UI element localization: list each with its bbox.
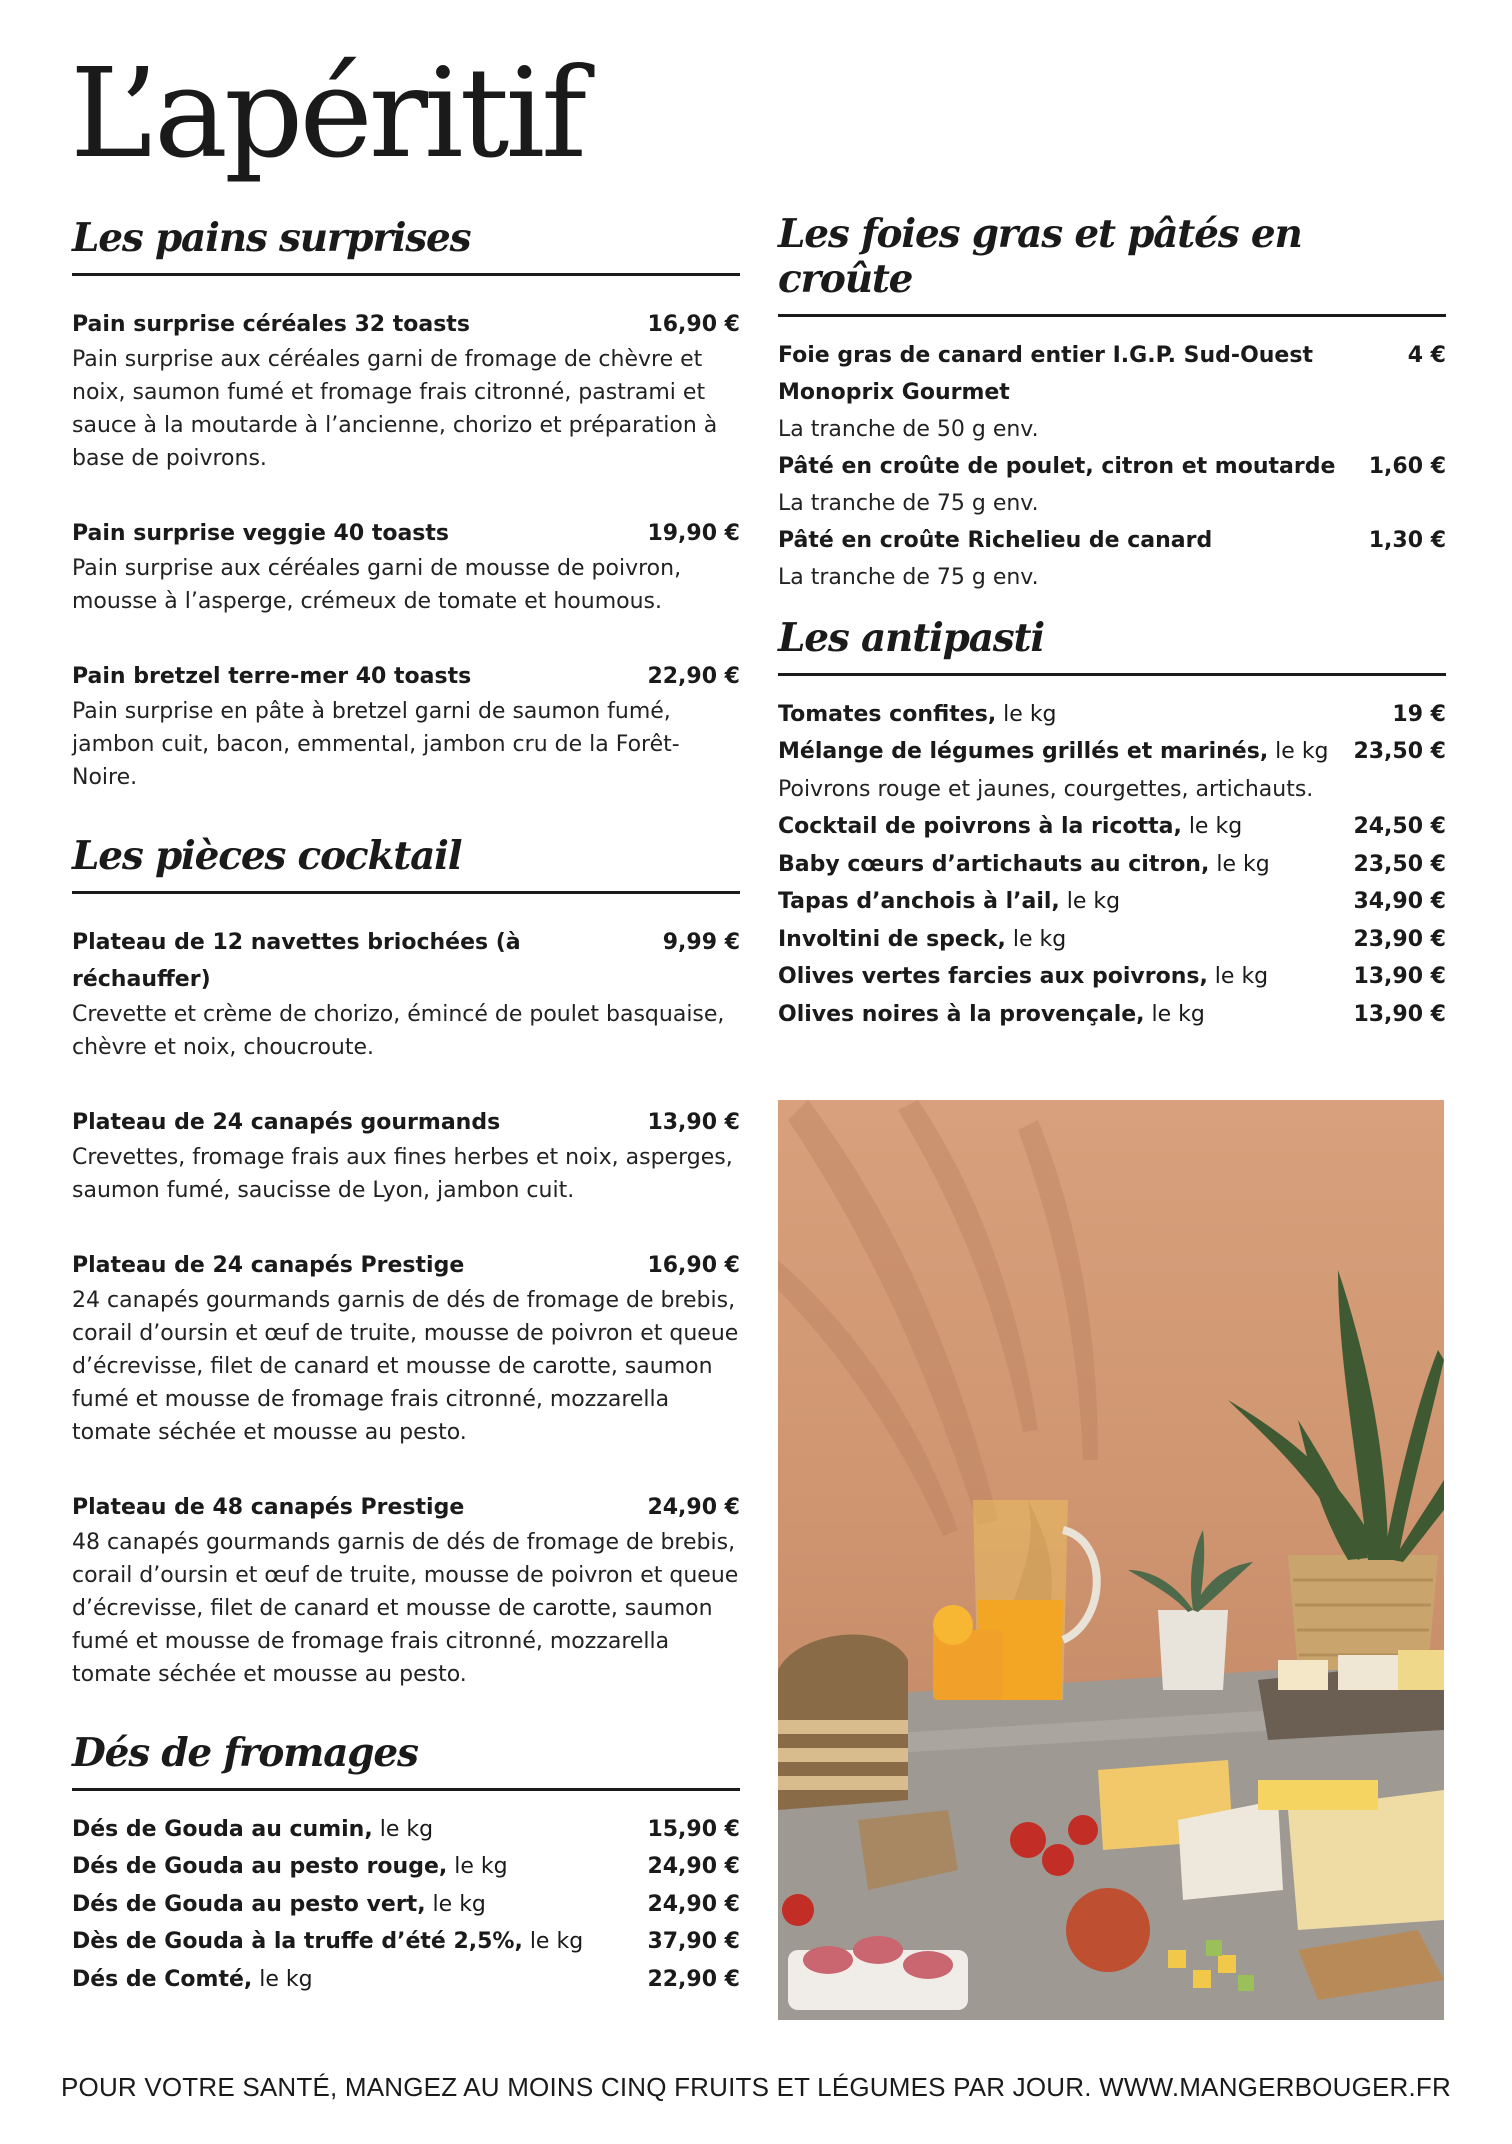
item-name: Tomates confites,	[778, 701, 997, 727]
menu-item	[778, 921, 1446, 959]
item-price: 34,90 €	[1353, 889, 1446, 915]
menu-item	[778, 337, 1446, 448]
item-price: 4 €	[1407, 342, 1446, 368]
item-description: 48 canapés gourmands garnis de dés de fromage de brebis, corail d’oursin et œuf de truite, mousse de poivron et queue d’écrevisse, filet de canard et mousse de carotte, saumon fumé et mousse de fromage frais citronné, mozzarella tomate séchée et mousse au pesto.	[72, 1529, 739, 1687]
item-price: 23,50 €	[1353, 851, 1446, 877]
item-description: La tranche de 50 g env.	[778, 416, 1039, 442]
item-price: 23,90 €	[1353, 926, 1446, 952]
item-unit: le kg	[1209, 851, 1270, 877]
item-price: 13,90 €	[1353, 964, 1446, 990]
item-unit: le kg	[1059, 889, 1121, 915]
item-price: 16,90 €	[647, 1252, 740, 1278]
menu-item	[72, 1961, 740, 1999]
item-price: 13,90 €	[647, 1109, 740, 1135]
menu-item	[778, 883, 1446, 921]
page-title: L’apéritif	[70, 42, 584, 186]
item-name: Dés de Gouda au cumin,	[72, 1816, 373, 1842]
item-price: 23,50 €	[1353, 739, 1446, 765]
item-price: 24,50 €	[1353, 814, 1446, 840]
item-description: Pain surprise aux céréales garni de mousse de poivron, mousse à l’asperge, crémeux de tomate et houmous.	[72, 555, 682, 614]
item-unit: le kg	[996, 701, 1057, 727]
item-name: Plateau de 24 canapés gourmands	[72, 1109, 501, 1135]
fromages-list	[72, 1811, 740, 1999]
item-name: Tapas d’anchois à l’ail,	[778, 889, 1060, 915]
item-price: 9,99 €	[662, 929, 740, 955]
menu-item	[72, 1886, 740, 1924]
menu-item	[72, 1811, 740, 1849]
pains-list	[72, 306, 740, 794]
item-unit: le kg	[425, 1891, 486, 1917]
menu-item	[778, 846, 1446, 884]
item-description: 24 canapés gourmands garnis de dés de fromage de brebis, corail d’oursin et œuf de truite, mousse de poivron et queue d’écrevisse, filet de canard et mousse de carotte, saumon fumé et mousse de fromage frais citronné, mozzarella tomate séchée et mousse au pesto.	[72, 1287, 739, 1445]
left-column	[72, 216, 740, 1998]
item-description: Pain surprise en pâte à bretzel garni de saumon fumé, jambon cuit, bacon, emmental, jambon cru de la Forêt-Noire.	[72, 698, 680, 790]
item-price: 19,90 €	[647, 520, 740, 546]
item-name: Plateau de 12 navettes briochées (à réchauffer)	[72, 929, 521, 992]
item-price: 24,90 €	[647, 1854, 740, 1880]
item-unit: le kg	[252, 1966, 313, 1992]
item-name: Mélange de légumes grillés et marinés,	[778, 739, 1269, 765]
item-price: 1,60 €	[1368, 453, 1446, 479]
menu-item	[72, 515, 740, 618]
item-description: La tranche de 75 g env.	[778, 564, 1039, 590]
item-unit: le kg	[1181, 814, 1243, 840]
aperitif-photo	[778, 1100, 1444, 2020]
item-name: Olives vertes farcies aux poivrons,	[778, 964, 1208, 990]
item-name: Foie gras de canard entier I.G.P. Sud-Ouest Monoprix Gourmet	[778, 342, 1313, 405]
item-name: Pain surprise céréales 32 toasts	[72, 311, 470, 337]
menu-item	[778, 996, 1446, 1034]
menu-item	[778, 448, 1446, 522]
leaf-shadow	[778, 1100, 1098, 1536]
section-title-antipasti: Les antipasti	[778, 616, 1446, 676]
item-description: Poivrons rouge et jaunes, courgettes, artichauts.	[778, 776, 1314, 802]
item-price: 24,90 €	[647, 1891, 740, 1917]
menu-item	[72, 1489, 740, 1691]
item-name: Dés de Gouda au pesto rouge,	[72, 1854, 448, 1880]
item-name: Pâté en croûte de poulet, citron et moutarde	[778, 453, 1336, 479]
antipasti-bowl	[1066, 1888, 1150, 1972]
section-title-cocktail: Les pièces cocktail	[72, 834, 740, 894]
section-title-pains: Les pains surprises	[72, 216, 740, 276]
item-unit: le kg	[447, 1854, 508, 1880]
menu-item	[778, 696, 1446, 734]
item-unit: le kg	[1207, 964, 1269, 990]
item-name: Dés de Gouda au pesto vert,	[72, 1891, 426, 1917]
item-name: Baby cœurs d’artichauts au citron,	[778, 851, 1210, 877]
item-unit: le kg	[1005, 926, 1067, 952]
item-description: La tranche de 75 g env.	[778, 490, 1039, 516]
menu-item	[72, 1247, 740, 1449]
cocktail-list	[72, 924, 740, 1691]
item-unit: le kg	[522, 1929, 584, 1955]
item-name: Pâté en croûte Richelieu de canard	[778, 527, 1213, 553]
item-price: 22,90 €	[647, 1966, 740, 1992]
menu-item	[778, 958, 1446, 996]
item-price: 13,90 €	[1353, 1001, 1446, 1027]
item-description: Crevettes, fromage frais aux fines herbes et noix, asperges, saumon fumé, saucisse de Lyon, jambon cuit.	[72, 1144, 733, 1203]
item-name: Pain bretzel terre-mer 40 toasts	[72, 663, 472, 689]
section-title-fromages: Dés de fromages	[72, 1731, 740, 1791]
item-price: 22,90 €	[647, 663, 740, 689]
menu-item	[72, 1848, 740, 1886]
menu-item	[778, 522, 1446, 596]
item-unit: le kg	[372, 1816, 434, 1842]
item-price: 19 €	[1392, 701, 1446, 727]
foies-list	[778, 337, 1446, 596]
aperitif-photo-illustration	[778, 1100, 1444, 2020]
menu-item	[72, 924, 740, 1064]
item-price: 37,90 €	[647, 1929, 740, 1955]
item-description: Pain surprise aux céréales garni de fromage de chèvre et noix, saumon fumé et fromage frais citronné, pastrami et sauce à la moutarde à l’ancienne, chorizo et préparation à base de poivrons.	[72, 346, 718, 471]
item-name: Plateau de 48 canapés Prestige	[72, 1494, 465, 1520]
item-name: Dés de Comté,	[72, 1966, 253, 1992]
menu-item	[72, 658, 740, 794]
item-name: Involtini de speck,	[778, 926, 1006, 952]
menu-item	[778, 808, 1446, 846]
item-price: 1,30 €	[1368, 527, 1446, 553]
item-name: Cocktail de poivrons à la ricotta,	[778, 814, 1182, 840]
succulent-pot	[1158, 1610, 1228, 1690]
item-name: Plateau de 24 canapés Prestige	[72, 1252, 465, 1278]
item-unit: le kg	[1268, 739, 1329, 765]
item-unit: le kg	[1144, 1001, 1205, 1027]
camembert-cheese	[1288, 1790, 1444, 1930]
item-name: Pain surprise veggie 40 toasts	[72, 520, 449, 546]
antipasti-list	[778, 696, 1446, 1034]
menu-item	[72, 306, 740, 475]
menu-item	[778, 733, 1446, 771]
item-name: Dès de Gouda à la truffe d’été 2,5%,	[72, 1929, 523, 1955]
menu-item	[72, 1923, 740, 1961]
right-column	[778, 212, 1446, 1033]
item-price: 15,90 €	[647, 1816, 740, 1842]
item-description: Crevette et crème de chorizo, émincé de poulet basquaise, chèvre et noix, choucroute.	[72, 1001, 725, 1060]
plant-leaves	[1228, 1270, 1444, 1562]
item-price: 16,90 €	[647, 311, 740, 337]
health-footer-note: POUR VOTRE SANTÉ, MANGEZ AU MOINS CINQ FRUITS ET LÉGUMES PAR JOUR. WWW.MANGERBOUGER.FR	[60, 2072, 1451, 2102]
item-name: Olives noires à la provençale,	[778, 1001, 1145, 1027]
item-price: 24,90 €	[647, 1494, 740, 1520]
menu-item	[72, 1104, 740, 1207]
section-title-foies: Les foies gras et pâtés en croûte	[778, 212, 1446, 317]
